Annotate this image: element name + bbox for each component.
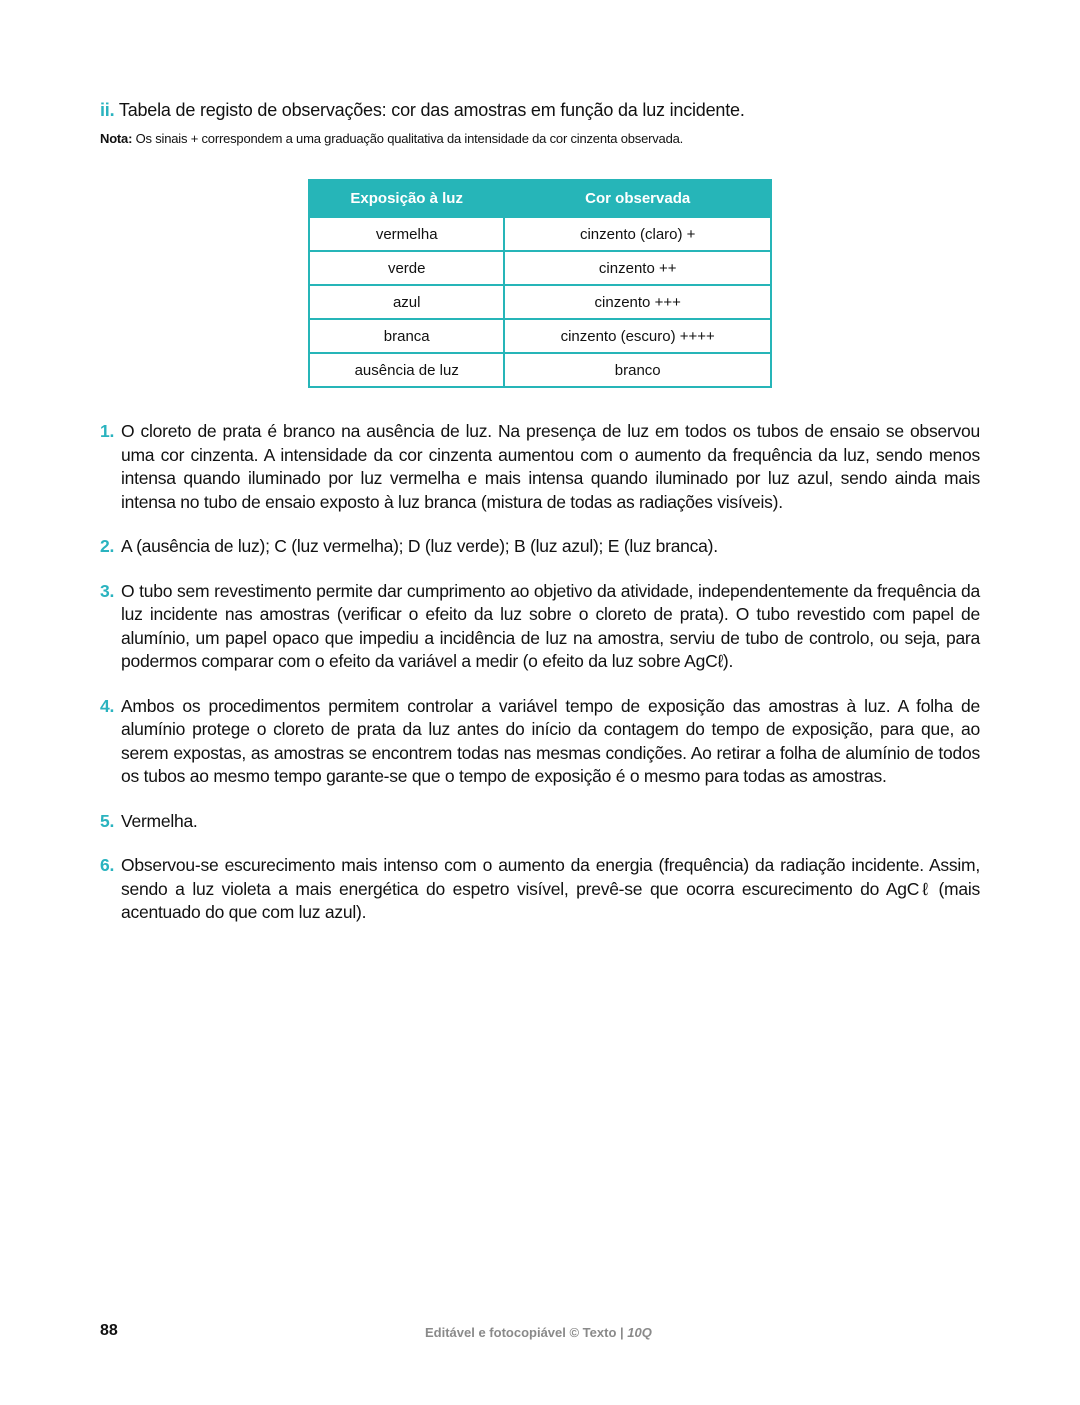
answer-number: 6. [100, 855, 115, 875]
table-note [100, 131, 683, 146]
cell-color: branco [504, 353, 771, 387]
section-heading [100, 100, 745, 121]
cell-exposure: branca [309, 319, 504, 353]
answer-2 [100, 535, 980, 559]
table-row [309, 251, 771, 285]
answer-text: Observou-se escurecimento mais intenso com o aumento da energia (frequência) da radiação incidente. Assim, sendo a luz violeta a mais energética do espetro visível, prevê-se que ocorra escurecimento do AgCℓ (mais acentuado do que com luz azul). [121, 855, 980, 922]
table-row [309, 353, 771, 387]
answer-1 [100, 420, 980, 514]
header-color: Cor observada [504, 180, 771, 217]
cell-exposure: verde [309, 251, 504, 285]
cell-color: cinzento +++ [504, 285, 771, 319]
cell-color: cinzento (claro) + [504, 217, 771, 251]
section-title: Tabela de registo de observações: cor das amostras em função da luz incidente. [118, 100, 745, 120]
note-label: Nota: [100, 131, 133, 146]
answer-number: 5. [100, 810, 115, 831]
answer-text: Ambos os procedimentos permitem controlar a variável tempo de exposição das amostras à luz. A folha de alumínio protege o cloreto de prata da luz antes do início da contagem do tempo de exposição, para que, ao serem expostas, as amostras se encontrem todas nas mesmas condições. Ao retirar a folha de alumínio de todos os tubos ao mesmo tempo garante-se que o tempo de exposição é o mesmo para todas as amostras. [121, 695, 980, 786]
answer-number: 3. [100, 580, 115, 601]
footer-copyright [425, 1325, 652, 1340]
table-header-row [309, 180, 771, 217]
section-marker: ii. [100, 100, 115, 120]
table-row [309, 319, 771, 353]
answer-number: 1. [100, 421, 115, 441]
answer-text: O tubo sem revestimento permite dar cumprimento ao objetivo da atividade, independentemente da frequência da luz incidente nas amostras (verificar o efeito da luz sobre o cloreto de prata). O tubo revestido com papel de alumínio, um papel opaco que impediu a incidência de luz na amostra, serviu de tubo de controlo, ou seja, para podermos comparar com o efeito da variável a medir (o efeito da luz sobre AgCℓ). [121, 580, 980, 671]
cell-color: cinzento (escuro) ++++ [504, 319, 771, 353]
answer-number: 4. [100, 695, 115, 716]
cell-color: cinzento ++ [504, 251, 771, 285]
table-row [309, 285, 771, 319]
cell-exposure: azul [309, 285, 504, 319]
answers-list [100, 420, 980, 946]
answer-3 [100, 580, 980, 674]
answer-text: A (ausência de luz); C (luz vermelha); D (luz verde); B (luz azul); E (luz branca). [121, 536, 718, 556]
answer-4 [100, 695, 980, 789]
header-exposure: Exposição à luz [309, 180, 504, 217]
answer-text: Vermelha. [121, 810, 198, 831]
copyright-text: Editável e fotocopiável © Texto | [425, 1325, 628, 1340]
cell-exposure: ausência de luz [309, 353, 504, 387]
answer-number: 2. [100, 536, 115, 556]
cell-exposure: vermelha [309, 217, 504, 251]
answer-6 [100, 854, 980, 925]
note-text: Os sinais + correspondem a uma graduação qualitativa da intensidade da cor cinzenta observada. [132, 131, 684, 146]
book-code: 10Q [627, 1325, 652, 1340]
answer-text: O cloreto de prata é branco na ausência de luz. Na presença de luz em todos os tubos de ensaio se observou uma cor cinzenta. A intensidade da cor cinzenta aumentou com o aumento da frequência da luz, sendo menos intensa quando iluminado por luz vermelha e mais intensa quando iluminado por luz azul, sendo ainda mais intensa no tubo de ensaio exposto à luz branca (mistura de todas as radiações visíveis). [121, 421, 980, 512]
observations-table [308, 179, 772, 388]
table-row [309, 217, 771, 251]
answer-5 [100, 810, 980, 834]
page-number: 88 [100, 1322, 118, 1339]
